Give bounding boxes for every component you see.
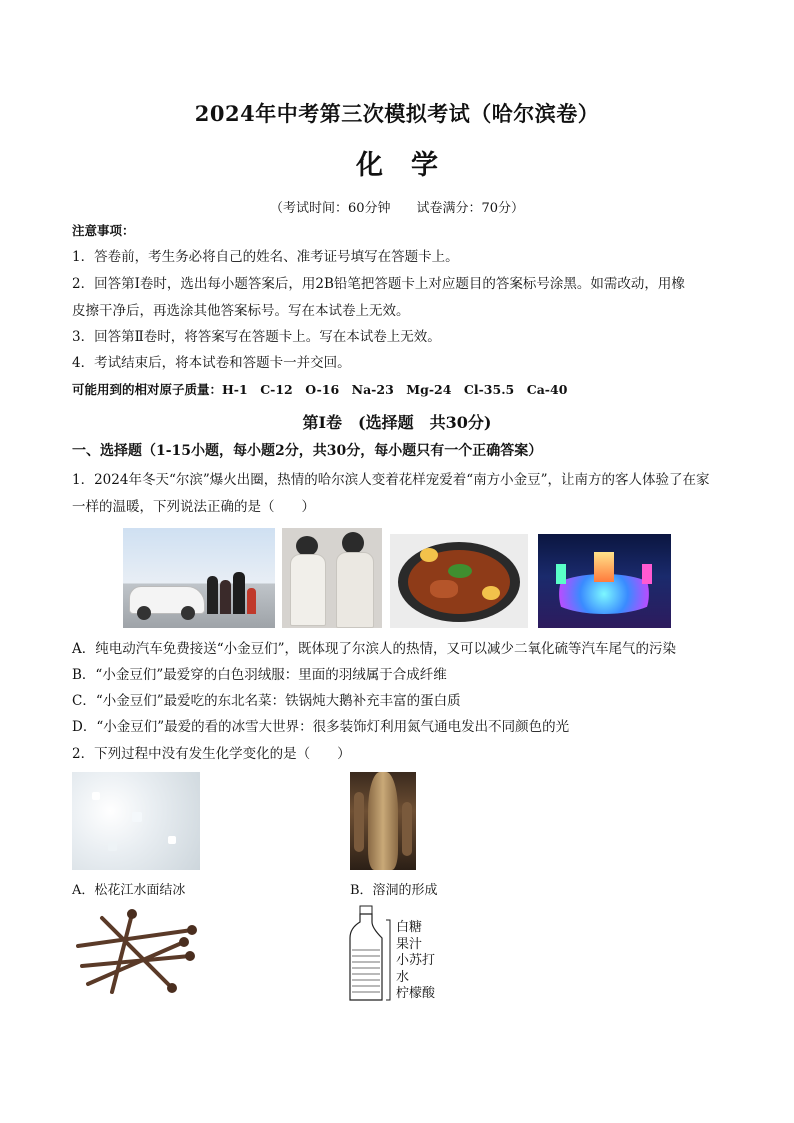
q1-option-a: A．纯电动汽车免费接送“小金豆们”，既体现了尔滨人的热情，又可以减少二氧化硫等汽车尾气的污染 (72, 641, 677, 657)
down-jacket-photo (282, 528, 382, 628)
q1-stem-line1: 1．2024年冬天“尔滨”爆火出圈，热情的哈尔滨人变着花样宠爱着“南方小金豆”，让南方的客人体验了在家 (72, 472, 710, 488)
bottle-label-juice: 果汁 (396, 936, 423, 952)
electric-car-photo (123, 528, 275, 628)
section-title: 第Ⅰ卷 (选择题 共30分) (302, 413, 492, 432)
q2-option-b: B．溶洞的形成 (350, 883, 438, 898)
subject-title: 化学 (356, 150, 466, 181)
atomic-mass-line: 可能用到的相对原子质量：H-1 C-12 O-16 Na-23 Mg-24 Cl-35.5 Ca-40 (72, 382, 568, 397)
bottle-label-baking-soda: 小苏打 (396, 953, 436, 968)
notice-item-2: 2．回答第Ⅰ卷时，选出每小题答案后，用2B铅笔把答题卡上对应题目的答案标号涂黑。如需改动，用橡 (72, 276, 685, 292)
exam-time-info: （考试时间：60分钟 试卷满分：70分） (269, 201, 525, 216)
notice-item-1: 1．答卷前，考生务必将自己的姓名、准考证号填写在答题卡上。 (72, 249, 459, 265)
ice-snow-world-photo (538, 534, 671, 628)
notice-item-4: 4．考试结束后，将本试卷和答题卡一并交回。 (72, 355, 351, 371)
bottle-label-citric-acid: 柠檬酸 (396, 986, 436, 1001)
rusty-nails-illustration (72, 906, 200, 998)
karst-cave-photo (350, 772, 416, 870)
q1-stem-line2: 一样的温暖，下列说法正确的是（ ） (72, 499, 315, 515)
q2-stem: 2．下列过程中没有发生化学变化的是（ ） (72, 746, 351, 762)
q1-option-b: B．“小金豆们”最爱穿的白色羽绒服：里面的羽绒属于合成纤维 (72, 667, 447, 683)
notice-heading: 注意事项： (72, 223, 135, 238)
q2-option-a: A．松花江水面结冰 (72, 883, 186, 898)
notice-item-3: 3．回答第Ⅱ卷时，将答案写在答题卡上。写在本试卷上无效。 (72, 329, 441, 345)
bottle-diagram (346, 904, 396, 1004)
part-title: 一、选择题（1-15小题，每小题2分，共30分，每小题只有一个正确答案） (72, 443, 543, 459)
notice-item-2-cont: 皮擦干净后，再选涂其他答案标号。写在本试卷上无效。 (72, 303, 410, 319)
bottle-labels (396, 920, 435, 1003)
q1-option-c: C．“小金豆们”最爱吃的东北名菜：铁锅炖大鹅补充丰富的蛋白质 (72, 693, 461, 709)
bottle-label-sugar: 白糖 (396, 920, 423, 935)
ice-crystals-photo (72, 772, 200, 870)
iron-pot-goose-photo (390, 534, 528, 628)
q1-option-d: D．“小金豆们”最爱的看的冰雪大世界：很多装饰灯利用氮气通电发出不同颜色的光 (72, 719, 570, 735)
exam-title: 2024年中考第三次模拟考试（哈尔滨卷） (194, 101, 600, 126)
bottle-label-water: 水 (396, 969, 410, 985)
